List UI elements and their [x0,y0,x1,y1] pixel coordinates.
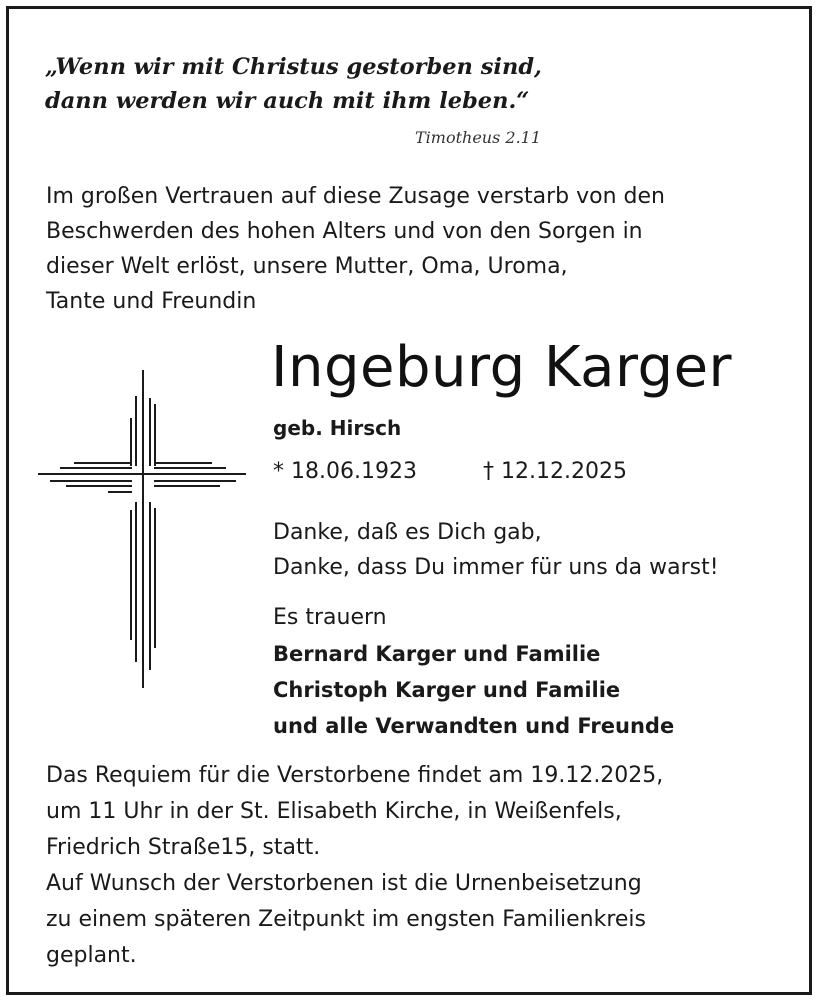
maiden-name: geb. Hirsch [273,416,402,440]
intro-line: Im großen Vertrauen auf diese Zusage verstarb von den [46,184,665,209]
life-dates [273,459,627,484]
requiem-line: Friedrich Straße15, statt. [46,835,321,860]
quote-source: Timotheus 2.11 [415,128,542,147]
cross-icon [36,368,248,692]
birth-date: * 18.06.1923 [273,459,417,484]
requiem-info [46,758,663,974]
quote-line: dann werden wir auch mit ihm leben.“ [45,88,530,114]
requiem-line: Auf Wunsch der Verstorbenen ist die Urnenbeisetzung [46,871,642,896]
thanks-line: Danke, daß es Dich gab, [273,520,542,545]
bible-quote [45,50,542,118]
intro-line: Beschwerden des hohen Alters und von den Sorgen in [46,219,643,244]
requiem-line: zu einem späteren Zeitpunkt im engsten Familienkreis [46,907,647,932]
thanks-line: Danke, dass Du immer für uns da warst! [273,555,719,580]
quote-line: „Wenn wir mit Christus gestorben sind, [45,54,542,80]
intro-line: dieser Welt erlöst, unsere Mutter, Oma, Uroma, [46,254,568,279]
intro-text [46,179,665,319]
requiem-line: Das Requiem für die Verstorbene findet am 19.12.2025, [46,763,664,788]
mourners-intro: Es trauern [273,605,387,630]
mourner-name: und alle Verwandten und Freunde [273,714,675,738]
intro-line: Tante und Freundin [46,289,257,314]
requiem-line: geplant. [46,943,137,968]
death-date: † 12.12.2025 [483,459,627,484]
requiem-line: um 11 Uhr in der St. Elisabeth Kirche, in Weißenfels, [46,799,622,824]
mourner-name: Christoph Karger und Familie [273,678,621,702]
mourners-block [273,600,674,744]
deceased-name: Ingeburg Karger [271,335,733,400]
thanks-text [273,515,719,585]
mourner-name: Bernard Karger und Familie [273,642,601,666]
